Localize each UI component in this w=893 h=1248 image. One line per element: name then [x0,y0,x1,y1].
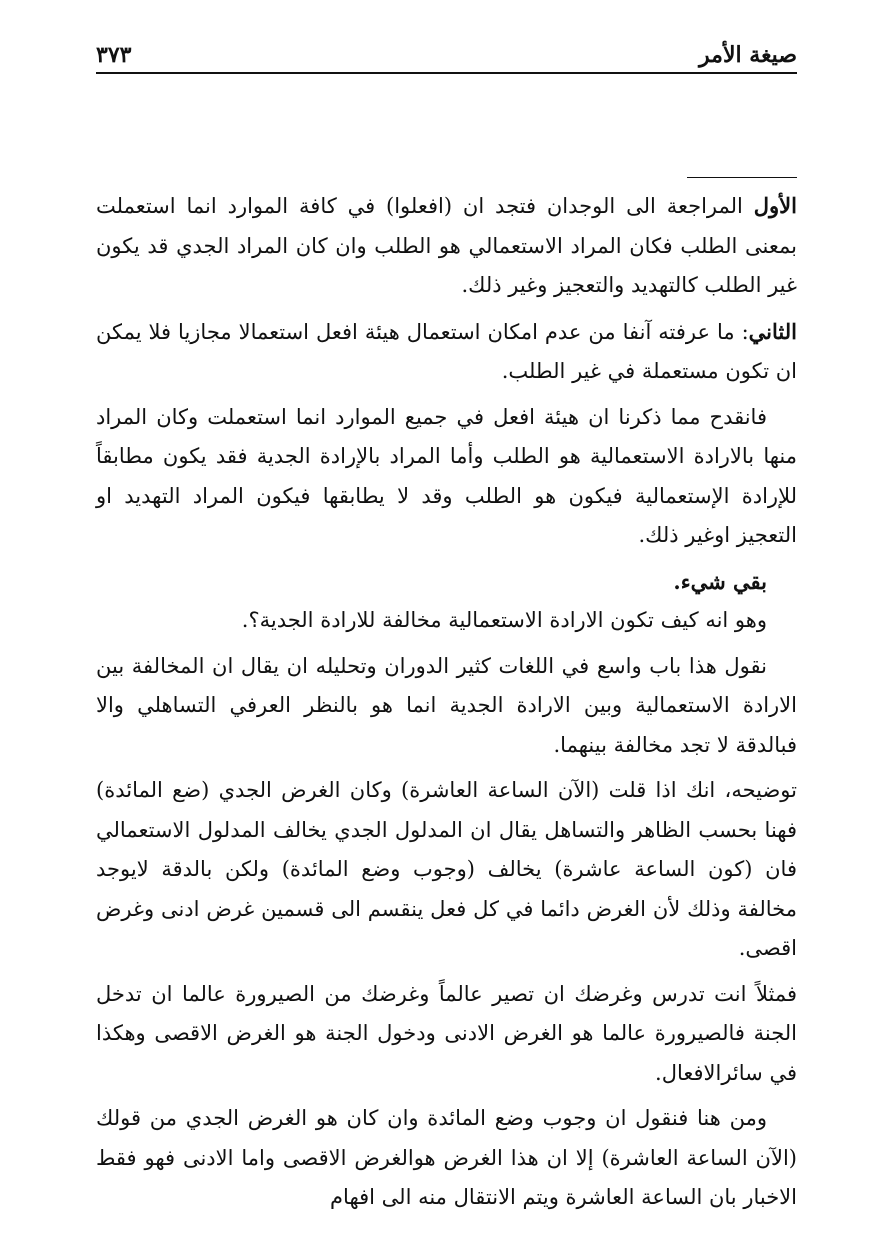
paragraph-text: توضيحه، انك اذا قلت (الآن الساعة العاشرة) وكان الغرض الجدي (ضع المائدة) فهنا بحسب الظاهر والتساهل يقال ان المدلول الجدي يخالف المدلول الاستعمالي فان (كون الساعة عاشرة) يخالف (وجوب وضع المائدة) ولكن بالدقة لايوجد مخالفة وذلك لأن الغرض دائما في كل فعل ينقسم الى قسمين غرض ادنى وغرض اقصى. [96,778,797,960]
paragraph-continuation [96,1099,797,1218]
paragraph-text: فانقدح مما ذكرنا ان هيئة افعل في جميع الموارد انما استعملت وكان المراد منها بالارادة الاستعمالية هو الطلب وأما المراد بالإرادة الجدية فقد يكون مطابقاً للإرادة الإستعمالية فيكون هو الطلب وقد لا يطابقها فيكون المراد التهديد او التعجيز اوغير ذلك. [96,404,797,547]
paragraph-answer [96,647,797,766]
paragraph-explanation [96,771,797,969]
chapter-title: صيغة الأمر [699,42,797,68]
paragraph-lead: الثاني [748,318,797,344]
running-header [96,34,797,74]
paragraph-text: : ما عرفته آنفا من عدم امكان استعمال هيئة افعل استعمالا مجازيا فلا يمكن ان تكون مستعملة في غير الطلب. [96,319,797,383]
paragraph-example [96,975,797,1094]
paragraph-question [96,601,797,641]
paragraph-second-reason [96,312,797,392]
footnote-separator [687,177,797,178]
paragraph-text: نقول هذا باب واسع في اللغات كثير الدوران وتحليله ان يقال ان المخالفة بين الارادة الاستعمالية وبين الارادة الجدية انما هو بالنظر العرفي التساهلي والا فبالدقة لا تجد مخالفة بينهما. [96,653,797,757]
paragraph-lead: الأول [753,193,797,218]
paragraph-text: وهو انه كيف تكون الارادة الاستعمالية مخالفة للارادة الجدية؟. [241,608,767,632]
paragraph-first-reason [96,186,797,306]
page-number: ٣٧٣ [96,42,132,68]
body-text [96,186,797,1224]
section-heading [96,562,797,602]
paragraph-text: ومن هنا فنقول ان وجوب وضع المائدة وان كان هو الغرض الجدي من قولك (الآن الساعة العاشرة) إلا ان هذا الغرض هوالغرض الاقصى واما الادنى فهو فقط الاخبار بان الساعة العاشرة ويتم الانتقال منه الى افهام [96,1106,797,1209]
heading-text: بقي شيء. [673,568,767,594]
paragraph-conclusion [96,398,797,556]
paragraph-text: المراجعة الى الوجدان فتجد ان (افعلوا) في كافة الموارد انما استعملت بمعنى الطلب فكان المراد الاستعمالي هو الطلب وان كان المراد الجدي قد يكون غير الطلب كالتهديد والتعجيز وغير ذلك. [96,194,797,297]
paragraph-text: فمثلاً انت تدرس وغرضك ان تصير عالماً وغرضك من الصيرورة عالما ان تدخل الجنة فالصيرورة عالما هو الغرض الادنى ودخول الجنة هو الغرض الاقصى وهكذا في سائرالافعال. [96,981,797,1085]
